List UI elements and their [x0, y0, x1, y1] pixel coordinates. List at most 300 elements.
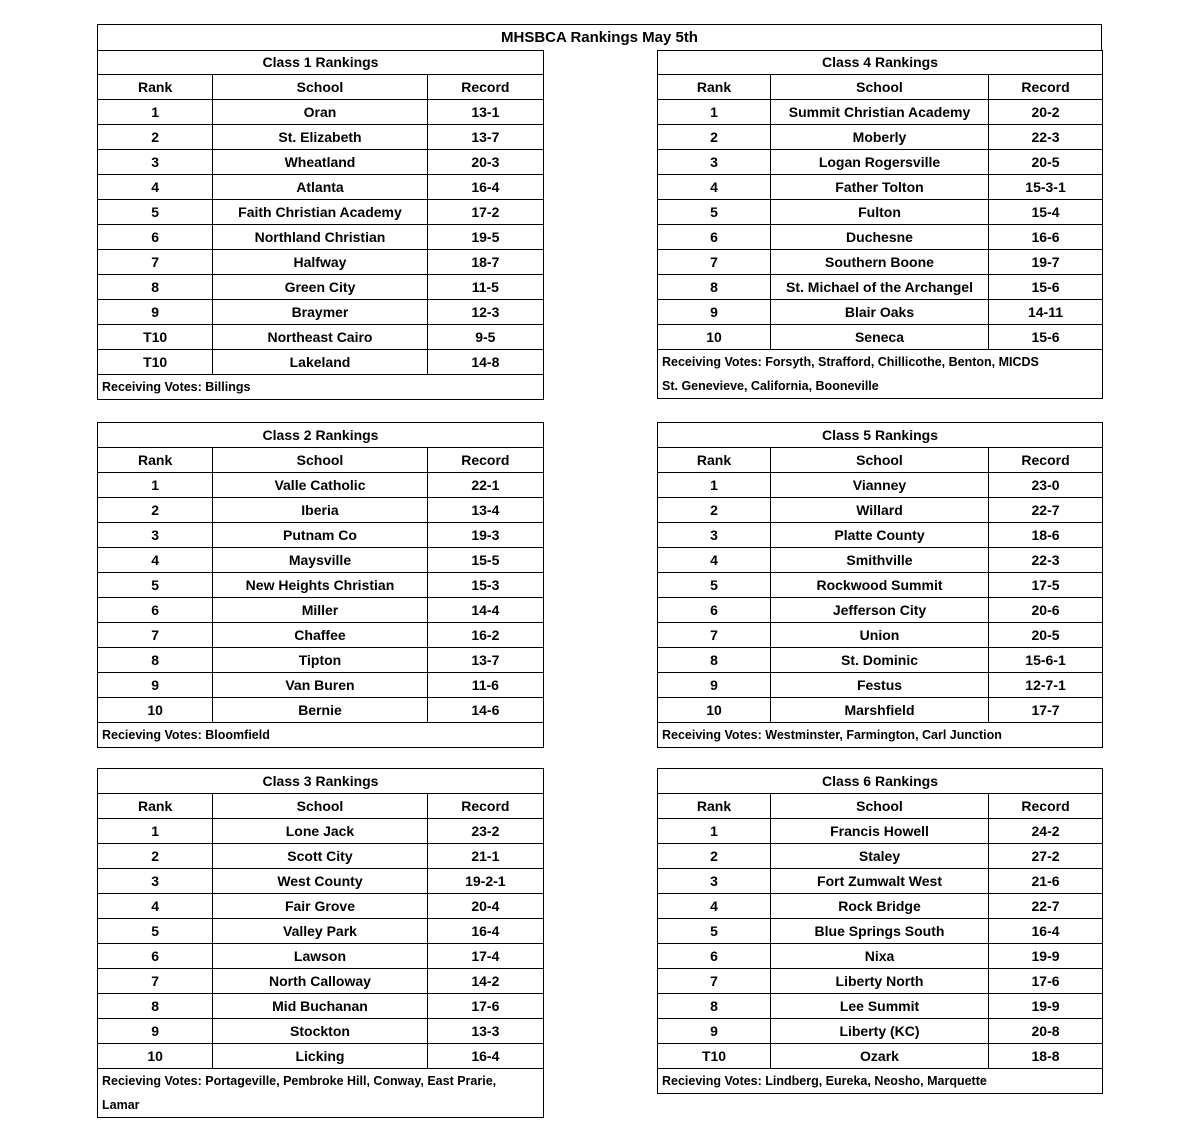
column-header-record: Record	[989, 448, 1103, 473]
school-cell: Lee Summit	[771, 994, 989, 1019]
rank-cell: 1	[658, 819, 771, 844]
table-row	[98, 944, 544, 969]
column-header-row	[658, 794, 1103, 819]
record-cell: 19-9	[989, 994, 1103, 1019]
record-cell: 17-6	[427, 994, 543, 1019]
school-cell: Van Buren	[213, 673, 427, 698]
record-cell: 16-4	[427, 919, 543, 944]
school-cell: Rock Bridge	[771, 894, 989, 919]
table-row	[658, 994, 1103, 1019]
record-cell: 16-2	[427, 623, 543, 648]
record-cell: 24-2	[989, 819, 1103, 844]
school-cell: Putnam Co	[213, 523, 427, 548]
rank-cell: 2	[98, 125, 213, 150]
table-row	[658, 819, 1103, 844]
receiving-votes: Receiving Votes: Forsyth, Strafford, Chillicothe, Benton, MICDS	[658, 350, 1103, 375]
school-cell: Iberia	[213, 498, 427, 523]
school-cell: Blue Springs South	[771, 919, 989, 944]
receiving-votes: St. Genevieve, California, Booneville	[658, 374, 1103, 399]
table-heading: Class 1 Rankings	[98, 50, 544, 75]
rank-cell: 4	[658, 175, 771, 200]
class-2-rankings-table	[97, 422, 544, 748]
rank-cell: 7	[98, 250, 213, 275]
rank-cell: 7	[658, 250, 771, 275]
column-header-school: School	[771, 75, 989, 100]
column-header-school: School	[213, 448, 427, 473]
school-cell: Northland Christian	[213, 225, 427, 250]
table-row	[658, 300, 1103, 325]
table-heading: Class 5 Rankings	[658, 423, 1103, 448]
record-cell: 17-6	[989, 969, 1103, 994]
table-row	[98, 994, 544, 1019]
column-header-record: Record	[989, 75, 1103, 100]
table-heading: Class 2 Rankings	[98, 423, 544, 448]
table-row	[658, 150, 1103, 175]
table-row	[98, 548, 544, 573]
class-1-rankings-table	[97, 50, 544, 400]
rank-cell: 6	[658, 598, 771, 623]
record-cell: 22-3	[989, 548, 1103, 573]
school-cell: Marshfield	[771, 698, 989, 723]
table-row	[98, 698, 544, 723]
receiving-votes-row	[98, 1093, 544, 1118]
record-cell: 12-7-1	[989, 673, 1103, 698]
school-cell: Faith Christian Academy	[213, 200, 427, 225]
school-cell: West County	[213, 869, 427, 894]
table-heading-row	[658, 50, 1103, 75]
rank-cell: 4	[658, 894, 771, 919]
column-header-record: Record	[427, 448, 543, 473]
record-cell: 14-2	[427, 969, 543, 994]
rank-cell: 4	[98, 175, 213, 200]
rank-cell: 1	[658, 100, 771, 125]
record-cell: 20-4	[427, 894, 543, 919]
record-cell: 20-8	[989, 1019, 1103, 1044]
school-cell: Braymer	[213, 300, 427, 325]
record-cell: 14-6	[427, 698, 543, 723]
rank-cell: 3	[98, 150, 213, 175]
record-cell: 14-8	[427, 350, 543, 375]
table-row	[98, 498, 544, 523]
rank-cell: 6	[98, 944, 213, 969]
school-cell: Willard	[771, 498, 989, 523]
school-cell: Logan Rogersville	[771, 150, 989, 175]
column-header-row	[98, 75, 544, 100]
rank-cell: 3	[98, 523, 213, 548]
column-header-school: School	[213, 75, 427, 100]
table-row	[658, 325, 1103, 350]
page-title: MHSBCA Rankings May 5th	[97, 24, 1102, 50]
column-header-row	[658, 448, 1103, 473]
rank-cell: 1	[98, 100, 213, 125]
receiving-votes-row	[658, 374, 1103, 399]
rankings-table	[97, 50, 544, 400]
school-cell: Northeast Cairo	[213, 325, 427, 350]
school-cell: Father Tolton	[771, 175, 989, 200]
record-cell: 13-7	[427, 125, 543, 150]
school-cell: Liberty (KC)	[771, 1019, 989, 1044]
table-row	[658, 498, 1103, 523]
table-row	[98, 969, 544, 994]
table-row	[658, 623, 1103, 648]
record-cell: 23-0	[989, 473, 1103, 498]
record-cell: 16-4	[989, 919, 1103, 944]
table-row	[658, 473, 1103, 498]
table-row	[658, 869, 1103, 894]
table-heading-row	[98, 423, 544, 448]
school-cell: Nixa	[771, 944, 989, 969]
table-row	[98, 325, 544, 350]
school-cell: Tipton	[213, 648, 427, 673]
rank-cell: 8	[98, 275, 213, 300]
receiving-votes-row	[658, 723, 1103, 748]
table-row	[98, 573, 544, 598]
rank-cell: 9	[658, 300, 771, 325]
school-cell: Licking	[213, 1044, 427, 1069]
school-cell: Ozark	[771, 1044, 989, 1069]
rank-cell: 3	[98, 869, 213, 894]
rank-cell: T10	[98, 350, 213, 375]
record-cell: 15-6	[989, 325, 1103, 350]
rankings-table	[97, 768, 544, 1118]
table-row	[658, 175, 1103, 200]
table-row	[98, 225, 544, 250]
column-header-row	[98, 448, 544, 473]
column-header-rank: Rank	[98, 448, 213, 473]
record-cell: 20-5	[989, 150, 1103, 175]
column-header-rank: Rank	[98, 75, 213, 100]
record-cell: 18-7	[427, 250, 543, 275]
table-row	[98, 350, 544, 375]
rank-cell: 7	[98, 623, 213, 648]
rank-cell: 3	[658, 523, 771, 548]
school-cell: Wheatland	[213, 150, 427, 175]
table-row	[658, 548, 1103, 573]
record-cell: 15-5	[427, 548, 543, 573]
record-cell: 17-5	[989, 573, 1103, 598]
rank-cell: 6	[658, 944, 771, 969]
rank-cell: 2	[98, 844, 213, 869]
school-cell: Green City	[213, 275, 427, 300]
record-cell: 20-5	[989, 623, 1103, 648]
table-row	[98, 598, 544, 623]
school-cell: Seneca	[771, 325, 989, 350]
school-cell: St. Elizabeth	[213, 125, 427, 150]
school-cell: Rockwood Summit	[771, 573, 989, 598]
table-row	[98, 150, 544, 175]
rank-cell: 6	[98, 598, 213, 623]
school-cell: Francis Howell	[771, 819, 989, 844]
rank-cell: 1	[658, 473, 771, 498]
school-cell: Staley	[771, 844, 989, 869]
rank-cell: 6	[98, 225, 213, 250]
rank-cell: 5	[658, 919, 771, 944]
table-row	[98, 919, 544, 944]
school-cell: Atlanta	[213, 175, 427, 200]
table-row	[98, 100, 544, 125]
record-cell: 21-6	[989, 869, 1103, 894]
school-cell: Maysville	[213, 548, 427, 573]
column-header-record: Record	[989, 794, 1103, 819]
record-cell: 9-5	[427, 325, 543, 350]
rank-cell: 5	[658, 573, 771, 598]
rank-cell: 3	[658, 150, 771, 175]
rankings-table	[97, 422, 544, 748]
school-cell: Mid Buchanan	[213, 994, 427, 1019]
table-row	[658, 275, 1103, 300]
receiving-votes: Recieving Votes: Bloomfield	[98, 723, 544, 748]
table-row	[98, 844, 544, 869]
table-row	[98, 523, 544, 548]
table-row	[98, 819, 544, 844]
table-row	[98, 200, 544, 225]
column-header-rank: Rank	[98, 794, 213, 819]
rank-cell: 8	[98, 648, 213, 673]
table-row	[658, 673, 1103, 698]
table-row	[658, 648, 1103, 673]
table-row	[658, 125, 1103, 150]
table-row	[658, 944, 1103, 969]
table-heading-row	[98, 50, 544, 75]
table-row	[98, 125, 544, 150]
record-cell: 19-2-1	[427, 869, 543, 894]
school-cell: Scott City	[213, 844, 427, 869]
table-row	[658, 1044, 1103, 1069]
rank-cell: 9	[98, 673, 213, 698]
column-header-school: School	[771, 794, 989, 819]
school-cell: Platte County	[771, 523, 989, 548]
table-row	[658, 969, 1103, 994]
record-cell: 15-3	[427, 573, 543, 598]
record-cell: 15-6-1	[989, 648, 1103, 673]
table-row	[98, 623, 544, 648]
record-cell: 16-4	[427, 1044, 543, 1069]
record-cell: 17-7	[989, 698, 1103, 723]
record-cell: 16-6	[989, 225, 1103, 250]
school-cell: Liberty North	[771, 969, 989, 994]
table-row	[98, 275, 544, 300]
record-cell: 11-5	[427, 275, 543, 300]
school-cell: Moberly	[771, 125, 989, 150]
table-heading: Class 4 Rankings	[658, 50, 1103, 75]
record-cell: 19-7	[989, 250, 1103, 275]
column-header-rank: Rank	[658, 794, 771, 819]
rank-cell: 7	[658, 623, 771, 648]
table-row	[658, 573, 1103, 598]
school-cell: Jefferson City	[771, 598, 989, 623]
table-row	[658, 200, 1103, 225]
record-cell: 19-3	[427, 523, 543, 548]
table-row	[658, 894, 1103, 919]
school-cell: St. Michael of the Archangel	[771, 275, 989, 300]
table-heading-row	[658, 423, 1103, 448]
record-cell: 27-2	[989, 844, 1103, 869]
rank-cell: 5	[98, 573, 213, 598]
rank-cell: 3	[658, 869, 771, 894]
table-row	[98, 869, 544, 894]
school-cell: Bernie	[213, 698, 427, 723]
receiving-votes-row	[98, 723, 544, 748]
record-cell: 17-4	[427, 944, 543, 969]
rank-cell: T10	[98, 325, 213, 350]
school-cell: Union	[771, 623, 989, 648]
school-cell: Fulton	[771, 200, 989, 225]
column-header-record: Record	[427, 794, 543, 819]
school-cell: Fort Zumwalt West	[771, 869, 989, 894]
table-row	[98, 300, 544, 325]
school-cell: Valley Park	[213, 919, 427, 944]
school-cell: Lawson	[213, 944, 427, 969]
class-5-rankings-table	[657, 422, 1102, 748]
record-cell: 13-1	[427, 100, 543, 125]
table-row	[98, 473, 544, 498]
rankings-table	[657, 50, 1103, 399]
school-cell: Lone Jack	[213, 819, 427, 844]
rank-cell: 9	[98, 1019, 213, 1044]
rank-cell: 6	[658, 225, 771, 250]
table-row	[658, 1019, 1103, 1044]
school-cell: Blair Oaks	[771, 300, 989, 325]
rank-cell: 8	[658, 994, 771, 1019]
school-cell: Festus	[771, 673, 989, 698]
school-cell: Southern Boone	[771, 250, 989, 275]
record-cell: 18-8	[989, 1044, 1103, 1069]
record-cell: 22-3	[989, 125, 1103, 150]
record-cell: 23-2	[427, 819, 543, 844]
school-cell: Fair Grove	[213, 894, 427, 919]
school-cell: Valle Catholic	[213, 473, 427, 498]
table-row	[98, 1019, 544, 1044]
table-row	[98, 1044, 544, 1069]
table-row	[98, 648, 544, 673]
record-cell: 15-3-1	[989, 175, 1103, 200]
record-cell: 12-3	[427, 300, 543, 325]
table-row	[658, 598, 1103, 623]
rank-cell: 10	[98, 1044, 213, 1069]
column-header-school: School	[213, 794, 427, 819]
receiving-votes-row	[658, 350, 1103, 375]
record-cell: 13-3	[427, 1019, 543, 1044]
table-row	[98, 250, 544, 275]
record-cell: 17-2	[427, 200, 543, 225]
rank-cell: 10	[658, 698, 771, 723]
rank-cell: 10	[658, 325, 771, 350]
school-cell: Vianney	[771, 473, 989, 498]
receiving-votes: Receiving Votes: Westminster, Farmington, Carl Junction	[658, 723, 1103, 748]
table-row	[658, 250, 1103, 275]
rankings-table	[657, 768, 1103, 1094]
receiving-votes-row	[98, 1069, 544, 1094]
rank-cell: 2	[98, 498, 213, 523]
rank-cell: 4	[658, 548, 771, 573]
column-header-rank: Rank	[658, 448, 771, 473]
table-row	[658, 523, 1103, 548]
rank-cell: 9	[658, 1019, 771, 1044]
rank-cell: 1	[98, 473, 213, 498]
school-cell: Lakeland	[213, 350, 427, 375]
rank-cell: 8	[658, 275, 771, 300]
rank-cell: 5	[98, 200, 213, 225]
school-cell: Oran	[213, 100, 427, 125]
school-cell: Halfway	[213, 250, 427, 275]
receiving-votes: Receiving Votes: Billings	[98, 375, 544, 400]
record-cell: 22-7	[989, 498, 1103, 523]
school-cell: Miller	[213, 598, 427, 623]
table-row	[98, 175, 544, 200]
receiving-votes: Lamar	[98, 1093, 544, 1118]
rank-cell: 7	[98, 969, 213, 994]
school-cell: New Heights Christian	[213, 573, 427, 598]
record-cell: 16-4	[427, 175, 543, 200]
table-row	[658, 100, 1103, 125]
rank-cell: 9	[658, 673, 771, 698]
receiving-votes-row	[98, 375, 544, 400]
rank-cell: 9	[98, 300, 213, 325]
record-cell: 14-4	[427, 598, 543, 623]
table-heading-row	[98, 769, 544, 794]
column-header-row	[98, 794, 544, 819]
column-header-school: School	[771, 448, 989, 473]
rank-cell: 1	[98, 819, 213, 844]
record-cell: 22-1	[427, 473, 543, 498]
record-cell: 21-1	[427, 844, 543, 869]
rank-cell: 4	[98, 894, 213, 919]
school-cell: Duchesne	[771, 225, 989, 250]
table-row	[658, 844, 1103, 869]
rank-cell: 10	[98, 698, 213, 723]
school-cell: Stockton	[213, 1019, 427, 1044]
table-row	[658, 698, 1103, 723]
rank-cell: 8	[658, 648, 771, 673]
record-cell: 13-4	[427, 498, 543, 523]
rank-cell: 4	[98, 548, 213, 573]
record-cell: 15-4	[989, 200, 1103, 225]
school-cell: St. Dominic	[771, 648, 989, 673]
rankings-table	[657, 422, 1103, 748]
rank-cell: 5	[658, 200, 771, 225]
record-cell: 19-5	[427, 225, 543, 250]
record-cell: 20-6	[989, 598, 1103, 623]
rank-cell: 2	[658, 498, 771, 523]
rank-cell: 8	[98, 994, 213, 1019]
table-row	[98, 673, 544, 698]
table-row	[658, 225, 1103, 250]
table-row	[98, 894, 544, 919]
school-cell: Summit Christian Academy	[771, 100, 989, 125]
record-cell: 20-3	[427, 150, 543, 175]
class-4-rankings-table	[657, 50, 1102, 399]
record-cell: 22-7	[989, 894, 1103, 919]
rank-cell: 5	[98, 919, 213, 944]
school-cell: Smithville	[771, 548, 989, 573]
rank-cell: T10	[658, 1044, 771, 1069]
receiving-votes-row	[658, 1069, 1103, 1094]
table-row	[658, 919, 1103, 944]
column-header-row	[658, 75, 1103, 100]
record-cell: 14-11	[989, 300, 1103, 325]
table-heading: Class 6 Rankings	[658, 769, 1103, 794]
rank-cell: 7	[658, 969, 771, 994]
receiving-votes: Recieving Votes: Lindberg, Eureka, Neosho, Marquette	[658, 1069, 1103, 1094]
school-cell: North Calloway	[213, 969, 427, 994]
record-cell: 15-6	[989, 275, 1103, 300]
column-header-rank: Rank	[658, 75, 771, 100]
record-cell: 11-6	[427, 673, 543, 698]
table-heading: Class 3 Rankings	[98, 769, 544, 794]
class-6-rankings-table	[657, 768, 1102, 1094]
rank-cell: 2	[658, 125, 771, 150]
rank-cell: 2	[658, 844, 771, 869]
